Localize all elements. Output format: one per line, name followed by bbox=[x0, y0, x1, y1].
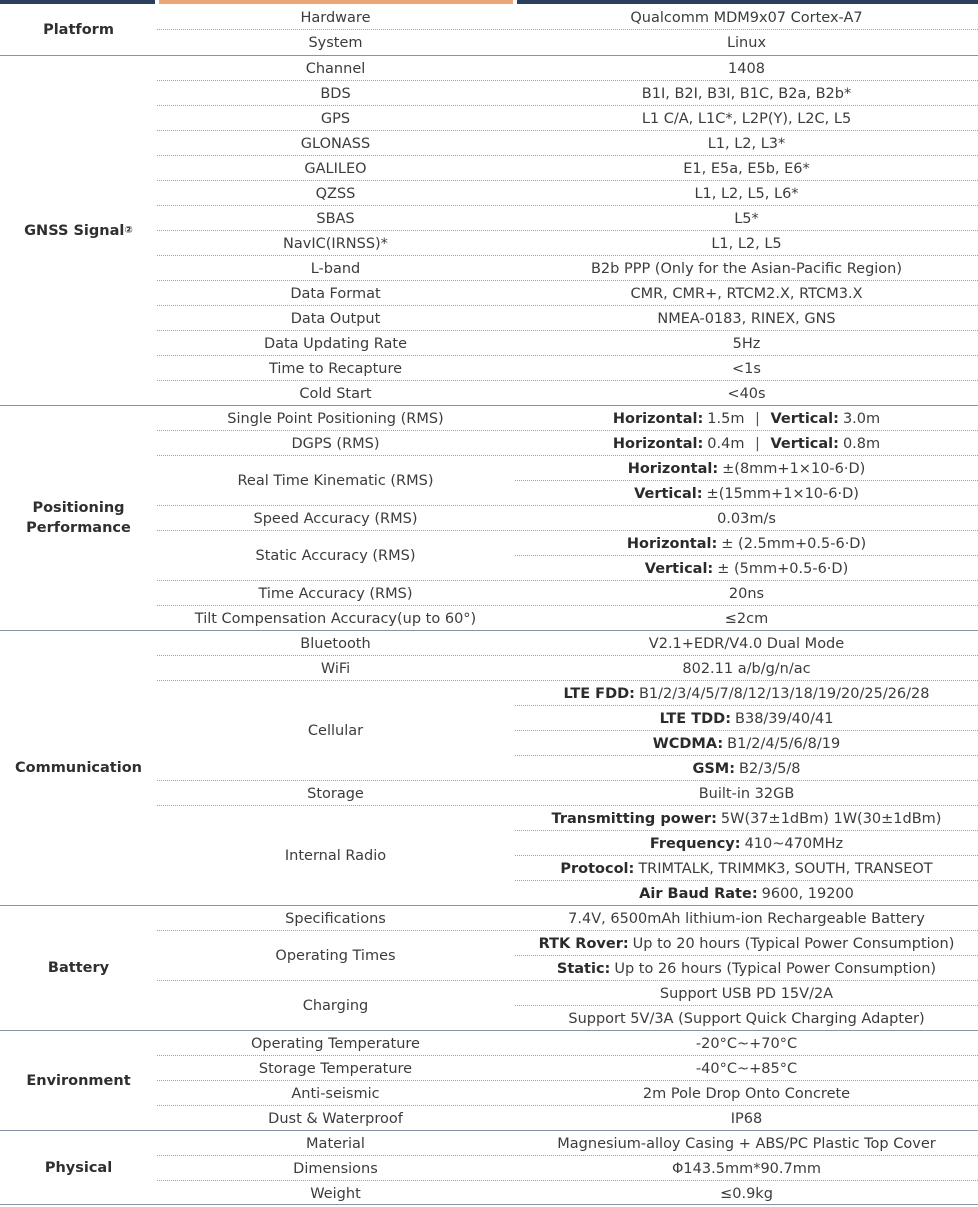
value-cell bbox=[515, 281, 978, 306]
value-cell bbox=[515, 256, 978, 281]
spec-value: L1, L2, L3* bbox=[707, 135, 786, 152]
section-gnss-signal bbox=[0, 55, 978, 405]
value-cell bbox=[515, 156, 978, 181]
spec-row-glonass bbox=[157, 131, 978, 156]
top-rule-category bbox=[0, 0, 155, 4]
parameter-name: GALILEO bbox=[304, 160, 367, 177]
value-text: B1/2/3/4/5/7/8/12/13/18/19/20/25/26/28 bbox=[638, 685, 930, 702]
spec-row-qzss bbox=[157, 181, 978, 206]
dotted-divider bbox=[515, 955, 978, 956]
dotted-divider bbox=[515, 880, 978, 881]
value-label: Static: bbox=[556, 960, 611, 977]
value-label: Vertical: bbox=[634, 485, 703, 502]
spec-row-bds bbox=[157, 81, 978, 106]
spec-value: <1s bbox=[732, 360, 761, 377]
spec-row-real-time-kinematic-rms bbox=[157, 456, 978, 506]
value-cell bbox=[515, 606, 978, 631]
spec-value bbox=[515, 456, 978, 481]
parameter-name: Data Format bbox=[290, 285, 381, 302]
spec-value: E1, E5a, E5b, E6* bbox=[683, 160, 810, 177]
value-cell bbox=[515, 806, 978, 906]
spec-row-sbas bbox=[157, 206, 978, 231]
parameter-name: Storage Temperature bbox=[258, 1060, 413, 1077]
spec-row-cold-start bbox=[157, 381, 978, 406]
category-label bbox=[0, 5, 157, 55]
spec-row-l-band bbox=[157, 256, 978, 281]
parameter-name: Dimensions bbox=[293, 1160, 378, 1177]
spec-value bbox=[515, 556, 978, 581]
value-label: Air Baud Rate: bbox=[639, 885, 758, 902]
value-separator: | bbox=[755, 410, 760, 427]
value-cell bbox=[515, 656, 978, 681]
value-label: LTE FDD: bbox=[563, 685, 635, 702]
value-cell bbox=[515, 581, 978, 606]
dotted-divider bbox=[515, 555, 978, 556]
spec-value bbox=[515, 731, 978, 756]
spec-row-material bbox=[157, 1131, 978, 1156]
category-label bbox=[0, 631, 157, 905]
spec-row-dgps-rms bbox=[157, 431, 978, 456]
spec-value: V2.1+EDR/V4.0 Dual Mode bbox=[648, 635, 845, 652]
spec-value: Support USB PD 15V/2A bbox=[659, 985, 834, 1002]
spec-row-operating-times bbox=[157, 931, 978, 981]
value-cell bbox=[515, 56, 978, 81]
spec-row-internal-radio bbox=[157, 806, 978, 906]
parameter-name: Time to Recapture bbox=[268, 360, 403, 377]
value-text: ± (5mm+0.5-6·D) bbox=[717, 560, 849, 577]
value-text: 3.0m bbox=[842, 410, 881, 427]
spec-row-charging bbox=[157, 981, 978, 1031]
top-rule-value bbox=[517, 0, 978, 4]
parameter-name: Charging bbox=[302, 998, 369, 1014]
parameter-name: QZSS bbox=[315, 185, 356, 202]
spec-value: <40s bbox=[727, 385, 766, 402]
section-environment bbox=[0, 1030, 978, 1130]
value-text: 0.8m bbox=[842, 435, 881, 452]
parameter-name: Speed Accuracy (RMS) bbox=[253, 510, 418, 527]
category-text: Communication bbox=[14, 760, 142, 776]
value-cell bbox=[515, 1031, 978, 1056]
category-text: Environment bbox=[26, 1072, 131, 1089]
top-rule-parameter bbox=[159, 0, 513, 4]
spec-row-time-to-recapture bbox=[157, 356, 978, 381]
parameter-name: Channel bbox=[305, 60, 366, 77]
value-label: Horizontal: bbox=[627, 460, 719, 477]
spec-value bbox=[515, 831, 978, 856]
value-cell bbox=[515, 30, 978, 55]
spec-row-tilt-compensation-accuracy-up-to-60 bbox=[157, 606, 978, 631]
spec-value: IP68 bbox=[730, 1110, 763, 1127]
value-cell bbox=[515, 781, 978, 806]
value-text: 410~470MHz bbox=[744, 835, 844, 852]
spec-value: 2m Pole Drop Onto Concrete bbox=[642, 1085, 851, 1102]
parameter-name: Time Accuracy (RMS) bbox=[258, 585, 413, 602]
value-cell bbox=[515, 106, 978, 131]
parameter-name: Weight bbox=[310, 1185, 361, 1202]
value-text: 0.4m bbox=[707, 435, 745, 452]
value-label: Horizontal: bbox=[612, 410, 704, 427]
spec-value: L1, L2, L5 bbox=[711, 235, 782, 252]
value-text: TRIMTALK, TRIMMK3, SOUTH, TRANSEOT bbox=[638, 860, 933, 877]
spec-row-data-output bbox=[157, 306, 978, 331]
value-text: ± (2.5mm+0.5-6·D) bbox=[721, 535, 867, 552]
spec-value: 802.11 a/b/g/n/ac bbox=[682, 660, 811, 677]
spec-row-single-point-positioning-rms bbox=[157, 406, 978, 431]
value-cell bbox=[515, 381, 978, 406]
spec-value: B2b PPP (Only for the Asian-Pacific Region) bbox=[590, 260, 903, 277]
value-cell bbox=[515, 981, 978, 1031]
spec-row-anti-seismic bbox=[157, 1081, 978, 1106]
spec-value: 7.4V, 6500mAh lithium-ion Rechargeable Battery bbox=[568, 910, 925, 927]
parameter-name: Bluetooth bbox=[300, 635, 371, 652]
spec-row-data-updating-rate bbox=[157, 331, 978, 356]
spec-value bbox=[515, 706, 978, 731]
value-cell bbox=[515, 206, 978, 231]
spec-value: 20ns bbox=[728, 585, 765, 602]
parameter-name: Data Updating Rate bbox=[263, 335, 408, 352]
spec-value bbox=[515, 481, 978, 506]
spec-row-dimensions bbox=[157, 1156, 978, 1181]
spec-value: ≤2cm bbox=[724, 610, 769, 627]
parameter-name: DGPS (RMS) bbox=[291, 435, 380, 452]
category-label bbox=[0, 406, 157, 630]
value-label: Frequency: bbox=[649, 835, 741, 852]
spec-value: -20°C~+70°C bbox=[695, 1035, 798, 1052]
spec-row-gps bbox=[157, 106, 978, 131]
value-cell bbox=[515, 456, 978, 506]
section-battery bbox=[0, 905, 978, 1030]
spec-value bbox=[515, 956, 978, 981]
value-text: 1.5m bbox=[707, 410, 745, 427]
category-label bbox=[0, 906, 157, 1030]
spec-row-system bbox=[157, 30, 978, 55]
value-text: ±(15mm+1×10-6·D) bbox=[706, 485, 859, 502]
value-label: Vertical: bbox=[644, 560, 714, 577]
value-cell bbox=[515, 1131, 978, 1156]
value-label: Protocol: bbox=[560, 860, 635, 877]
section-positioning-performance bbox=[0, 405, 978, 630]
spec-row-galileo bbox=[157, 156, 978, 181]
parameter-name: Static Accuracy (RMS) bbox=[255, 548, 416, 564]
spec-row-time-accuracy-rms bbox=[157, 581, 978, 606]
value-text: ±(8mm+1×10-6·D) bbox=[722, 460, 866, 477]
section-communication bbox=[0, 630, 978, 905]
value-label: WCDMA: bbox=[652, 735, 724, 752]
spec-row-storage-temperature bbox=[157, 1056, 978, 1081]
parameter-name: Cold Start bbox=[299, 385, 372, 402]
dotted-divider bbox=[515, 1005, 978, 1006]
category-text: Positioning Performance bbox=[26, 500, 131, 536]
spec-value: L1, L2, L5, L6* bbox=[694, 185, 799, 202]
section-physical bbox=[0, 1130, 978, 1205]
value-cell bbox=[515, 931, 978, 981]
parameter-name: L-band bbox=[310, 260, 361, 277]
value-cell bbox=[515, 631, 978, 656]
parameter-name: Real Time Kinematic (RMS) bbox=[237, 473, 434, 489]
value-text: B2/3/5/8 bbox=[739, 760, 801, 777]
value-label: Transmitting power: bbox=[551, 810, 717, 827]
spec-row-specifications bbox=[157, 906, 978, 931]
spec-value: Linux bbox=[726, 34, 767, 51]
value-text: B1/2/4/5/6/8/19 bbox=[727, 735, 841, 752]
spec-value: Magnesium-alloy Casing + ABS/PC Plastic Top Cover bbox=[557, 1135, 936, 1152]
spec-value bbox=[515, 431, 978, 456]
value-label: Vertical: bbox=[770, 410, 839, 427]
dotted-divider bbox=[515, 855, 978, 856]
bottom-rule bbox=[0, 1204, 978, 1205]
parameter-name: BDS bbox=[320, 85, 351, 102]
parameter-name: Operating Times bbox=[275, 948, 396, 964]
category-label bbox=[0, 56, 157, 405]
value-label: LTE TDD: bbox=[659, 710, 732, 727]
parameter-name: GLONASS bbox=[300, 135, 371, 152]
spec-value: NMEA-0183, RINEX, GNS bbox=[657, 310, 836, 327]
spec-value bbox=[515, 406, 978, 431]
value-cell bbox=[515, 681, 978, 781]
spec-row-bluetooth bbox=[157, 631, 978, 656]
value-label: RTK Rover: bbox=[538, 935, 629, 952]
parameter-name: Operating Temperature bbox=[251, 1035, 420, 1052]
value-label: Horizontal: bbox=[612, 435, 704, 452]
parameter-name: Storage bbox=[307, 785, 364, 802]
value-cell bbox=[515, 331, 978, 356]
value-label: Horizontal: bbox=[626, 535, 718, 552]
section-platform bbox=[0, 5, 978, 55]
spec-value: Built-in 32GB bbox=[698, 785, 795, 802]
parameter-name: SBAS bbox=[316, 210, 355, 227]
value-cell bbox=[515, 131, 978, 156]
dotted-divider bbox=[515, 705, 978, 706]
dotted-divider bbox=[515, 755, 978, 756]
value-cell bbox=[515, 81, 978, 106]
value-cell bbox=[515, 506, 978, 531]
category-text: Platform bbox=[43, 22, 114, 38]
value-separator: | bbox=[755, 435, 760, 452]
spec-row-hardware bbox=[157, 5, 978, 30]
value-text: B38/39/40/41 bbox=[735, 710, 834, 727]
dotted-divider bbox=[515, 480, 978, 481]
spec-row-cellular bbox=[157, 681, 978, 781]
category-text: Physical bbox=[44, 1160, 113, 1176]
value-text: 5W(37±1dBm) 1W(30±1dBm) bbox=[720, 810, 942, 827]
spec-row-wifi bbox=[157, 656, 978, 681]
spec-value bbox=[515, 931, 978, 956]
value-cell bbox=[515, 531, 978, 581]
category-text: Battery bbox=[47, 960, 110, 976]
spec-value: Qualcomm MDM9x07 Cortex-A7 bbox=[630, 9, 863, 26]
spec-value bbox=[515, 881, 978, 906]
spec-value: B1I, B2I, B3I, B1C, B2a, B2b* bbox=[641, 85, 852, 102]
value-cell bbox=[515, 306, 978, 331]
value-cell bbox=[515, 1181, 978, 1206]
value-cell bbox=[515, 1106, 978, 1131]
value-cell bbox=[515, 406, 978, 431]
spec-row-navic-irnss bbox=[157, 231, 978, 256]
spec-value bbox=[515, 531, 978, 556]
spec-value bbox=[515, 856, 978, 881]
dotted-divider bbox=[515, 730, 978, 731]
spec-value: Support 5V/3A (Support Quick Charging Adapter) bbox=[568, 1010, 925, 1027]
category-label bbox=[0, 1031, 157, 1130]
spec-row-channel bbox=[157, 56, 978, 81]
parameter-name: Dust & Waterproof bbox=[268, 1110, 403, 1127]
value-cell bbox=[515, 1056, 978, 1081]
parameter-name: System bbox=[308, 34, 363, 51]
value-cell bbox=[515, 1156, 978, 1181]
spec-row-speed-accuracy-rms bbox=[157, 506, 978, 531]
spec-value: 5Hz bbox=[732, 335, 761, 352]
spec-value: -40°C~+85°C bbox=[695, 1060, 798, 1077]
spec-row-weight bbox=[157, 1181, 978, 1206]
footnote-marker: ② bbox=[124, 224, 133, 236]
spec-value: ≤0.9kg bbox=[720, 1185, 773, 1202]
value-cell bbox=[515, 356, 978, 381]
value-label: Vertical: bbox=[770, 435, 839, 452]
parameter-name: Specifications bbox=[285, 910, 386, 927]
spec-value bbox=[515, 756, 978, 781]
value-cell bbox=[515, 231, 978, 256]
spec-value: 0.03m/s bbox=[717, 510, 776, 527]
parameter-name: Cellular bbox=[307, 723, 364, 739]
category-text: GNSS Signal bbox=[24, 222, 125, 239]
parameter-name: GPS bbox=[320, 110, 351, 127]
spec-value bbox=[515, 806, 978, 831]
parameter-name: Tilt Compensation Accuracy(up to 60°) bbox=[194, 610, 477, 627]
value-cell bbox=[515, 1081, 978, 1106]
parameter-name: NavIC(IRNSS)* bbox=[283, 235, 388, 252]
value-cell bbox=[515, 181, 978, 206]
value-cell bbox=[515, 906, 978, 931]
parameter-name: WiFi bbox=[320, 660, 351, 677]
spec-row-storage bbox=[157, 781, 978, 806]
category-label bbox=[0, 1131, 157, 1205]
spec-value: CMR, CMR+, RTCM2.X, RTCM3.X bbox=[630, 285, 863, 302]
spec-row-data-format bbox=[157, 281, 978, 306]
spec-value: 1408 bbox=[728, 60, 765, 77]
spec-value bbox=[515, 681, 978, 706]
parameter-name: Single Point Positioning (RMS) bbox=[227, 410, 444, 427]
spec-row-dust-waterproof bbox=[157, 1106, 978, 1131]
value-cell bbox=[515, 431, 978, 456]
value-cell bbox=[515, 5, 978, 30]
dotted-divider bbox=[515, 830, 978, 831]
parameter-name: Hardware bbox=[300, 9, 371, 26]
parameter-name: Anti-seismic bbox=[291, 1085, 380, 1102]
value-label: GSM: bbox=[692, 760, 736, 777]
value-text: Up to 26 hours (Typical Power Consumption) bbox=[614, 960, 937, 977]
spec-row-operating-temperature bbox=[157, 1031, 978, 1056]
spec-value: Φ143.5mm*90.7mm bbox=[672, 1160, 821, 1177]
parameter-name: Material bbox=[306, 1135, 365, 1152]
spec-row-static-accuracy-rms bbox=[157, 531, 978, 581]
spec-value: L5* bbox=[734, 210, 759, 227]
parameter-name: Internal Radio bbox=[284, 848, 387, 864]
value-text: Up to 20 hours (Typical Power Consumption) bbox=[632, 935, 955, 952]
spec-value: L1 C/A, L1C*, L2P(Y), L2C, L5 bbox=[641, 110, 852, 127]
parameter-name: Data Output bbox=[290, 310, 381, 327]
value-text: 9600, 19200 bbox=[761, 885, 854, 902]
